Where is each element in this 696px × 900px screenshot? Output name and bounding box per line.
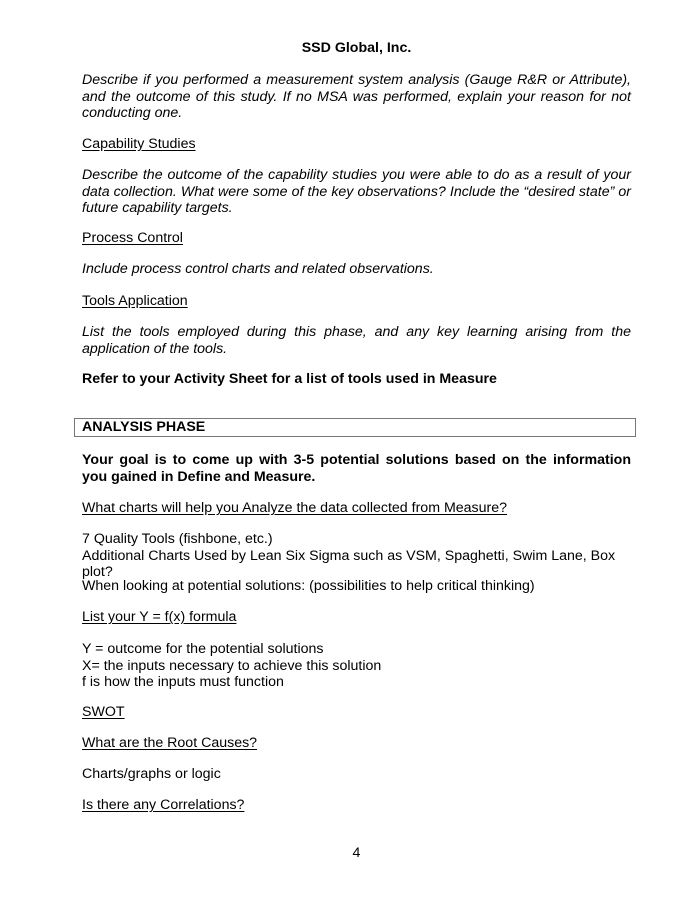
analysis-phase-heading-box: ANALYSIS PHASE bbox=[74, 418, 636, 437]
root-causes-note: Charts/graphs or logic bbox=[82, 766, 221, 782]
process-control-prompt: Include process control charts and related observations. bbox=[82, 261, 434, 277]
charts-line: 7 Quality Tools (fishbone, etc.) bbox=[82, 531, 273, 547]
solutions-note: When looking at potential solutions: (possibilities to help critical thinking) bbox=[82, 578, 535, 594]
page-number: 4 bbox=[352, 845, 361, 861]
process-control-heading: Process Control bbox=[82, 230, 183, 246]
analysis-goal: Your goal is to come up with 3-5 potential solutions based on the information you gained in Define and Measure. bbox=[82, 452, 631, 485]
root-causes-heading: What are the Root Causes? bbox=[82, 735, 258, 751]
activity-sheet-note: Refer to your Activity Sheet for a list of tools used in Measure bbox=[82, 371, 497, 387]
correlations-heading: Is there any Correlations? bbox=[82, 797, 245, 813]
charts-list bbox=[82, 531, 631, 581]
formula-line: X= the inputs necessary to achieve this solution bbox=[82, 657, 382, 674]
formula-heading: List your Y = f(x) formula bbox=[82, 609, 237, 625]
capability-studies-heading: Capability Studies bbox=[82, 136, 196, 152]
company-title: SSD Global, Inc. bbox=[301, 40, 412, 56]
charts-line: Additional Charts Used by Lean Six Sigma such as VSM, Spaghetti, Swim Lane, Box plot? bbox=[82, 547, 616, 581]
swot-heading: SWOT bbox=[82, 704, 125, 720]
formula-line: f is how the inputs must function bbox=[82, 674, 284, 691]
formula-line: Y = outcome for the potential solutions bbox=[82, 641, 324, 657]
tools-application-heading: Tools Application bbox=[82, 293, 188, 309]
capability-prompt: Describe the outcome of the capability studies you were able to do as a result of your data collection. What were some of the key observations? Include the “desired state” or future capability targets. bbox=[82, 167, 631, 217]
formula-definitions bbox=[82, 641, 631, 691]
tools-prompt: List the tools employed during this phase, and any key learning arising from the application of the tools. bbox=[82, 324, 631, 357]
charts-question: What charts will help you Analyze the data collected from Measure? bbox=[82, 500, 508, 516]
msa-prompt: Describe if you performed a measurement system analysis (Gauge R&R or Attribute), and the outcome of this study. If no MSA was performed, explain your reason for not conducting one. bbox=[82, 72, 631, 122]
